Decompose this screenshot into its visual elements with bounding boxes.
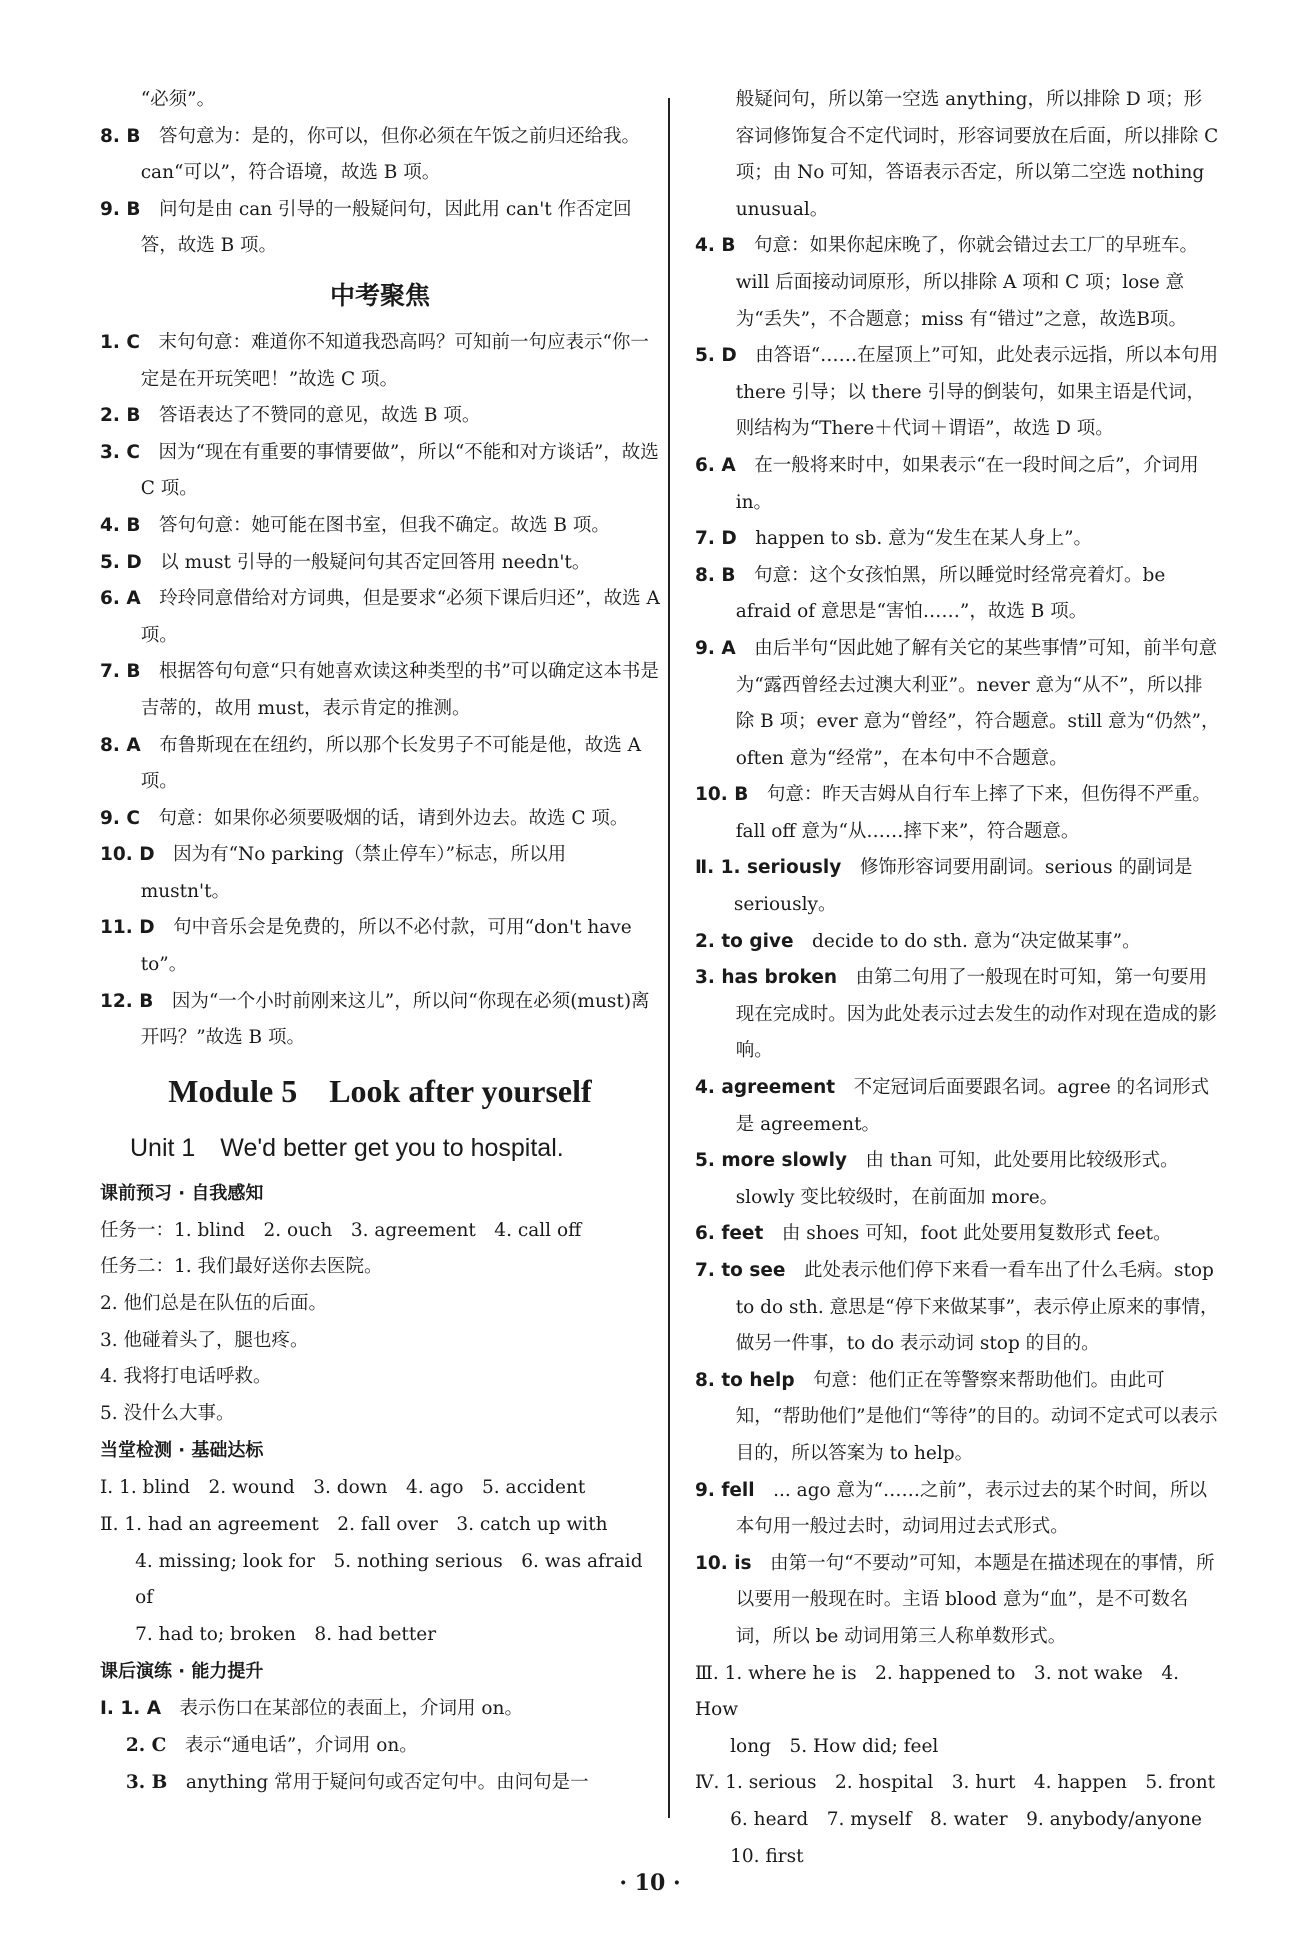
unit-title: Unit 1 We'd better get you to hospital.	[130, 1133, 564, 1162]
continuation-text: 般疑问句，所以第一空选 anything，所以排除 D 项；形容词修饰复合不定代词时，形容词要放在后面，所以排除 C 项；由 No 可知，答语表示否定，所以第二空选 nothing unusual。	[735, 89, 1219, 220]
answer-line: 10. first	[730, 1845, 804, 1867]
answer-item: 5. D 由答语“……在屋顶上”可知，此处表示远指，所以本句用 there 引导；以 there 引导的倒装句，如果主语是代词，则结构为“There＋代词＋谓语”，故选 D 项。	[695, 345, 1219, 440]
left-column	[100, 82, 660, 1801]
answer-item: 10. B 句意：昨天吉姆从自行车上摔了下来，但伤得不严重。fall off 意为“从……摔下来”，符合题意。	[695, 784, 1211, 842]
answer-item: 8. B 句意：这个女孩怕黑，所以睡觉时经常亮着灯。be afraid of 意思是“害怕……”，故选 B 项。	[695, 564, 1166, 623]
answer-item: 10. D 因为有“No parking（禁止停车）”标志，所以用 mustn't。	[100, 844, 567, 902]
answer-item: 6. feet 由 shoes 可知，foot 此处要用复数形式 feet。	[695, 1223, 1172, 1245]
answer-item: 7. D happen to sb. 意为“发生在某人身上”。	[695, 528, 1093, 550]
answer-item: 8. A 布鲁斯现在在纽约，所以那个长发男子不可能是他，故选 A 项。	[100, 734, 641, 793]
answer-item: 3. B anything 常用于疑问句或否定句中。由问句是一	[125, 1771, 589, 1793]
answer-item: 8. to help 句意：他们正在等警察来帮助他们。由此可知，“帮助他们”是他们“等待”的目的。动词不定式可以表示目的，所以答案为 to help。	[695, 1369, 1218, 1464]
answer-item: 6. A 玲玲同意借给对方词典，但是要求“必须下课后归还”，故选 A 项。	[100, 588, 660, 646]
check-line: Ⅱ. 1. had an agreement 2. fall over 3. catch up with	[100, 1514, 608, 1535]
answer-item: 11. D 句中音乐会是免费的，所以不必付款，可用“don't have to”。	[100, 917, 632, 976]
section-title: 中考聚焦	[329, 280, 430, 310]
check-line: Ⅰ. 1. blind 2. wound 3. down 4. ago 5. accident	[100, 1477, 586, 1499]
check-line: 7. had to; broken 8. had better	[135, 1623, 437, 1645]
answer-line: 6. heard 7. myself 8. water 9. anybody/anyone	[730, 1808, 1202, 1830]
answer-item: 9. A 由后半句“因此她了解有关它的某些事情”可知，前半句意为“露西曾经去过澳大利亚”。never 意为“从不”，所以排除 B 项；ever 意为“曾经”，符合题意。still 意为“仍然”，often 意为“经常”，在本句中不合题意。	[695, 637, 1220, 769]
task-line: 任务二：1. 我们最好送你去医院。	[100, 1256, 383, 1278]
answer-item: 7. B 根据答句句意“只有她喜欢读这种类型的书”可以确定这本书是吉蒂的，故用 must，表示肯定的推测。	[100, 661, 659, 719]
lead-items	[100, 119, 660, 265]
answer-item: 6. A 在一般将来时中，如果表示“在一段时间之后”，介词用 in。	[695, 454, 1199, 513]
answer-item: 2. to give decide to do sth. 意为“决定做某事”。	[695, 930, 1141, 952]
answer-item: 4. agreement 不定冠词后面要跟名词。agree 的名词形式是 agreement。	[695, 1077, 1210, 1135]
module-title: Module 5 Look after yourself	[168, 1072, 592, 1109]
task-line: 2. 他们总是在队伍的后面。	[100, 1293, 328, 1315]
answer-item: 2. B 答语表达了不赞同的意见，故选 B 项。	[100, 405, 481, 427]
answer-item: 9. B 问句是由 can 引导的一般疑问句，因此用 can't 作否定回答，故选 B 项。	[100, 198, 632, 257]
task-line: 5. 没什么大事。	[100, 1402, 235, 1424]
column-divider	[668, 98, 670, 1818]
answer-item: 3. C 因为“现在有重要的事情要做”，所以“不能和对方谈话”，故选 C 项。	[100, 441, 659, 500]
answer-item: 2. C 表示“通电话”，介词用 on。	[125, 1734, 418, 1756]
focus-items	[100, 325, 660, 1057]
answer-item: 10. is 由第一句“不要动”可知，本题是在描述现在的事情，所以要用一般现在时。主语 blood 意为“血”，是不可数名词，所以 be 动词用第三人称单数形式。	[695, 1552, 1215, 1647]
check-line: 4. missing; look for 5. nothing serious 6. was afraid of	[135, 1550, 643, 1609]
task-line: 任务一：1. blind 2. ouch 3. agreement 4. call off	[100, 1219, 582, 1241]
page-number: · 10 ·	[619, 1870, 681, 1896]
answer-line: long 5. How did; feel	[730, 1735, 939, 1757]
answer-item: 5. more slowly 由 than 可知，此处要用比较级形式。slowly 变比较级时，在前面加 more。	[695, 1150, 1179, 1208]
answer-line: Ⅳ. 1. serious 2. hospital 3. hurt 4. happen 5. front	[695, 1772, 1216, 1794]
right-column	[695, 82, 1220, 1875]
answer-item: 5. D 以 must 引导的一般疑问句其否定回答用 needn't。	[100, 551, 591, 573]
answer-item: 9. fell ... ago 意为“……之前”，表示过去的某个时间，所以本句用一般过去时，动词用过去式形式。	[695, 1479, 1207, 1538]
task-line: 3. 他碰着头了，腿也疼。	[100, 1329, 309, 1351]
check-tag: 当堂检测 · 基础达标	[100, 1440, 264, 1462]
answer-item: 1. C 末句句意：难道你不知道我恐高吗？可知前一句应表示“你一定是在开玩笑吧！”故选 C 项。	[100, 331, 649, 390]
answer-item: 8. B 答句意为：是的，你可以，但你必须在午饭之前归还给我。can“可以”，符合语境，故选 B 项。	[100, 125, 640, 184]
answer-line: Ⅲ. 1. where he is 2. happened to 3. not wake 4. How	[695, 1662, 1179, 1721]
answer-item: 4. B 句意：如果你起床晚了，你就会错过去工厂的早班车。will 后面接动词原形，所以排除 A 项和 C 项；lose 意为“丢失”，不合题意；miss 有“错过”之意，故选B项。	[695, 235, 1198, 330]
after-tag: 课后演练 · 能力提升	[100, 1661, 264, 1683]
answer-item: Ⅰ. 1. A 表示伤口在某部位的表面上，介词用 on。	[100, 1698, 523, 1720]
answer-item: 9. C 句意：如果你必须要吸烟的话，请到外边去。故选 C 项。	[100, 807, 629, 829]
task-line: 4. 我将打电话呼救。	[100, 1366, 272, 1388]
answer-item: 3. has broken 由第二句用了一般现在时可知，第一句要用现在完成时。因为此处表示过去发生的动作对现在造成的影响。	[695, 967, 1217, 1062]
answer-item: Ⅱ. 1. seriously 修饰形容词要用副词。serious 的副词是 seriously。	[695, 857, 1193, 916]
answer-item: 7. to see 此处表示他们停下来看一看车出了什么毛病。stop to do sth. 意思是“停下来做某事”，表示停止原来的事情，做另一件事，to do 表示动词 stop 的目的。	[695, 1260, 1219, 1355]
preview-tag: 课前预习 · 自我感知	[100, 1182, 264, 1204]
answer-item: 12. B 因为“一个小时前刚来这儿”，所以问“你现在必须(must)离开吗？”故选 B 项。	[100, 990, 650, 1049]
continuation-text: “必须”。	[140, 89, 216, 110]
answer-item: 4. B 答句句意：她可能在图书室，但我不确定。故选 B 项。	[100, 514, 610, 536]
